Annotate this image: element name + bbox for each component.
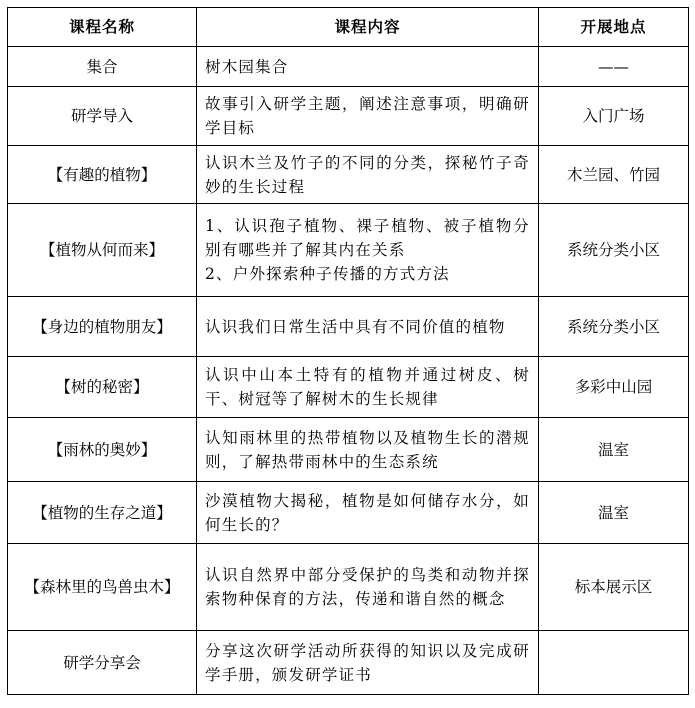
course-content-cell: 故事引入研学主题，阐述注意事项，明确研学目标 bbox=[197, 87, 539, 146]
course-content-cell: 沙漠植物大揭秘，植物是如何储存水分，如何生长的？ bbox=[197, 482, 539, 544]
location-cell: 木兰园、竹园 bbox=[539, 146, 689, 204]
location-cell: 多彩中山园 bbox=[539, 357, 689, 418]
header-course-content: 课程内容 bbox=[197, 8, 539, 47]
table-row bbox=[8, 544, 689, 631]
header-row bbox=[8, 8, 689, 47]
table-row bbox=[8, 631, 689, 695]
course-content-cell: 树木园集合 bbox=[197, 47, 539, 87]
location-cell: 标本展示区 bbox=[539, 544, 689, 631]
table-row bbox=[8, 297, 689, 357]
course-name-cell: 【植物的生存之道】 bbox=[8, 482, 197, 544]
course-name-cell: 研学导入 bbox=[8, 87, 197, 146]
location-cell: 温室 bbox=[539, 418, 689, 482]
course-table bbox=[7, 7, 689, 695]
header-location: 开展地点 bbox=[539, 8, 689, 47]
course-name-cell: 【植物从何而来】 bbox=[8, 204, 197, 297]
course-name-cell: 【雨林的奥妙】 bbox=[8, 418, 197, 482]
table-row bbox=[8, 357, 689, 418]
course-content-cell: 认识木兰及竹子的不同的分类，探秘竹子奇妙的生长过程 bbox=[197, 146, 539, 204]
course-content-cell: 认识中山本土特有的植物并通过树皮、树干、树冠等了解树木的生长规律 bbox=[197, 357, 539, 418]
location-cell: —— bbox=[539, 47, 689, 87]
table-row bbox=[8, 146, 689, 204]
location-cell bbox=[539, 631, 689, 695]
location-cell: 温室 bbox=[539, 482, 689, 544]
course-content-cell: 认知雨林里的热带植物以及植物生长的潜规则，了解热带雨林中的生态系统 bbox=[197, 418, 539, 482]
course-content-cell: 分享这次研学活动所获得的知识以及完成研学手册，颁发研学证书 bbox=[197, 631, 539, 695]
course-name-cell: 集合 bbox=[8, 47, 197, 87]
course-name-cell: 【树的秘密】 bbox=[8, 357, 197, 418]
table-row bbox=[8, 87, 689, 146]
table-row bbox=[8, 204, 689, 297]
location-cell: 系统分类小区 bbox=[539, 297, 689, 357]
course-name-cell: 研学分享会 bbox=[8, 631, 197, 695]
course-name-cell: 【身边的植物朋友】 bbox=[8, 297, 197, 357]
header-course-name: 课程名称 bbox=[8, 8, 197, 47]
course-name-cell: 【森林里的鸟兽虫木】 bbox=[8, 544, 197, 631]
table-row bbox=[8, 418, 689, 482]
course-content-cell: 1、认识孢子植物、裸子植物、被子植物分别有哪些并了解其内在关系 2、户外探索种子传播的方式方法 bbox=[197, 204, 539, 297]
table-row bbox=[8, 47, 689, 87]
course-name-cell: 【有趣的植物】 bbox=[8, 146, 197, 204]
course-content-cell: 认识我们日常生活中具有不同价值的植物 bbox=[197, 297, 539, 357]
course-content-cell: 认识自然界中部分受保护的鸟类和动物并探索物种保育的方法，传递和谐自然的概念 bbox=[197, 544, 539, 631]
table-row bbox=[8, 482, 689, 544]
location-cell: 系统分类小区 bbox=[539, 204, 689, 297]
location-cell: 入门广场 bbox=[539, 87, 689, 146]
